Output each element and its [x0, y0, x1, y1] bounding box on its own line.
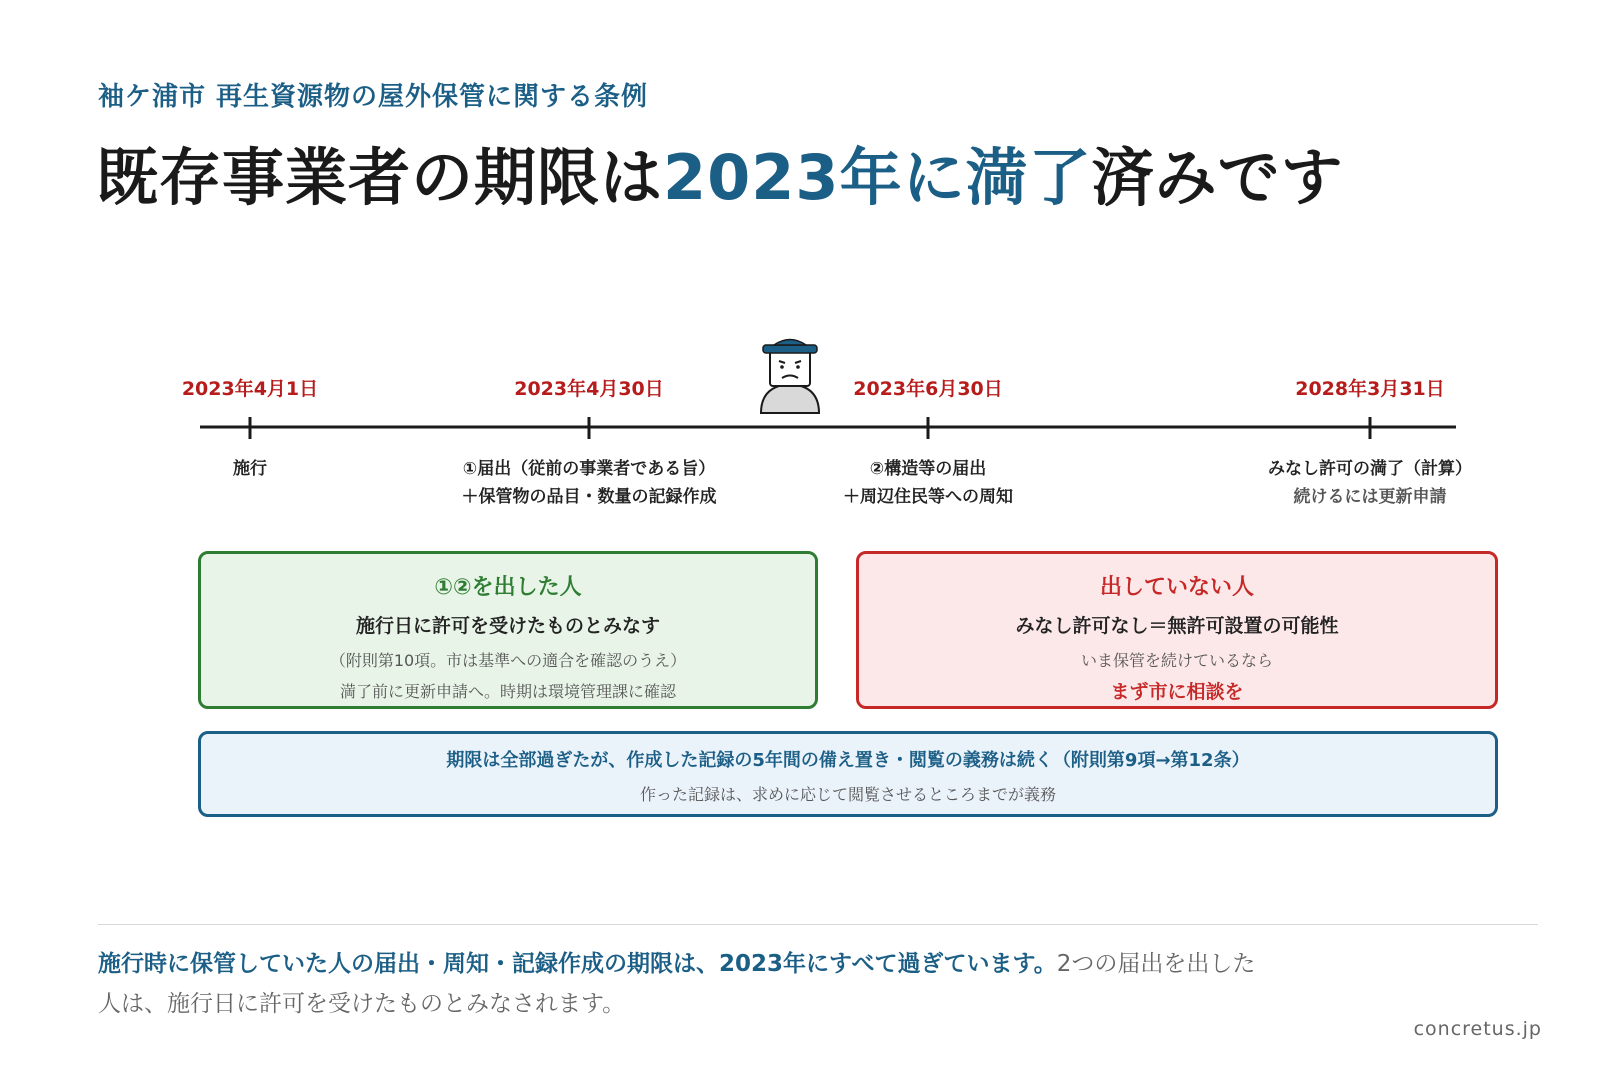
timeline-event-1	[233, 455, 267, 483]
timeline-event-4	[1268, 455, 1472, 511]
submitted-note-2: 満了前に更新申請へ。時期は環境管理課に確認	[339, 682, 676, 701]
title-highlight: 2023年に満了	[663, 141, 1092, 214]
worried-person-icon	[761, 340, 819, 414]
timeline-event-3	[843, 455, 1013, 511]
timeline-event-3-line2: ＋周辺住民等への周知	[843, 487, 1013, 507]
timeline-event-1-line1: 施行	[233, 459, 267, 479]
site-credit: concretus.jp	[1413, 1018, 1542, 1040]
timeline-date-1: 2023年4月1日	[181, 378, 319, 400]
footer-divider	[98, 924, 1538, 925]
title-post: 済みです	[1091, 141, 1344, 214]
footer-strong: 施行時に保管していた人の届出・周知・記録作成の期限は、2023年にすべて過ぎています。	[98, 951, 1057, 977]
not-submitted-heading: 出していない人	[1099, 575, 1254, 600]
not-submitted-note-2: まず市に相談を	[1110, 681, 1244, 703]
timeline-date-3: 2023年6月30日	[853, 378, 1003, 400]
not-submitted-box	[856, 551, 1498, 709]
timeline-event-4-line1: みなし許可の満了（計算）	[1268, 459, 1472, 479]
timeline-event-4-line2: 続けるには更新申請	[1293, 487, 1447, 507]
title-pre: 既存事業者の期限は	[96, 141, 664, 214]
records-note: 作った記録は、求めに応じて閲覧させるところまでが義務	[639, 785, 1056, 804]
submitted-main: 施行日に許可を受けたものとみなす	[355, 615, 660, 637]
submitted-note-1: （附則第10項。市は基準への適合を確認のうえ）	[329, 651, 687, 670]
not-submitted-note-1: いま保管を続けているなら	[1080, 651, 1273, 670]
footer-rest: 2つの届出を出した人は、施行日に許可を受けたものとみなされます。	[98, 951, 1256, 1017]
timeline-event-2	[462, 455, 717, 511]
records-box	[198, 731, 1498, 817]
page-subtitle: 袖ケ浦市 再生資源物の屋外保管に関する条例	[98, 82, 649, 112]
timeline-event-3-line1: ②構造等の届出	[869, 459, 987, 479]
timeline-date-4: 2028年3月31日	[1295, 378, 1445, 400]
not-submitted-main: みなし許可なし＝無許可設置の可能性	[1015, 615, 1339, 637]
timeline-event-2-line2: ＋保管物の品目・数量の記録作成	[461, 487, 717, 507]
timeline-date-2: 2023年4月30日	[514, 378, 664, 400]
footer-text	[98, 944, 1278, 1024]
records-main: 期限は全部過ぎたが、作成した記録の5年間の備え置き・閲覧の義務は続く（附則第9項→第12条）	[446, 750, 1250, 771]
submitted-heading: ①②を出した人	[434, 575, 582, 600]
timeline-event-2-line1: ①届出（従前の事業者である旨）	[462, 459, 716, 479]
submitted-box	[198, 551, 818, 709]
